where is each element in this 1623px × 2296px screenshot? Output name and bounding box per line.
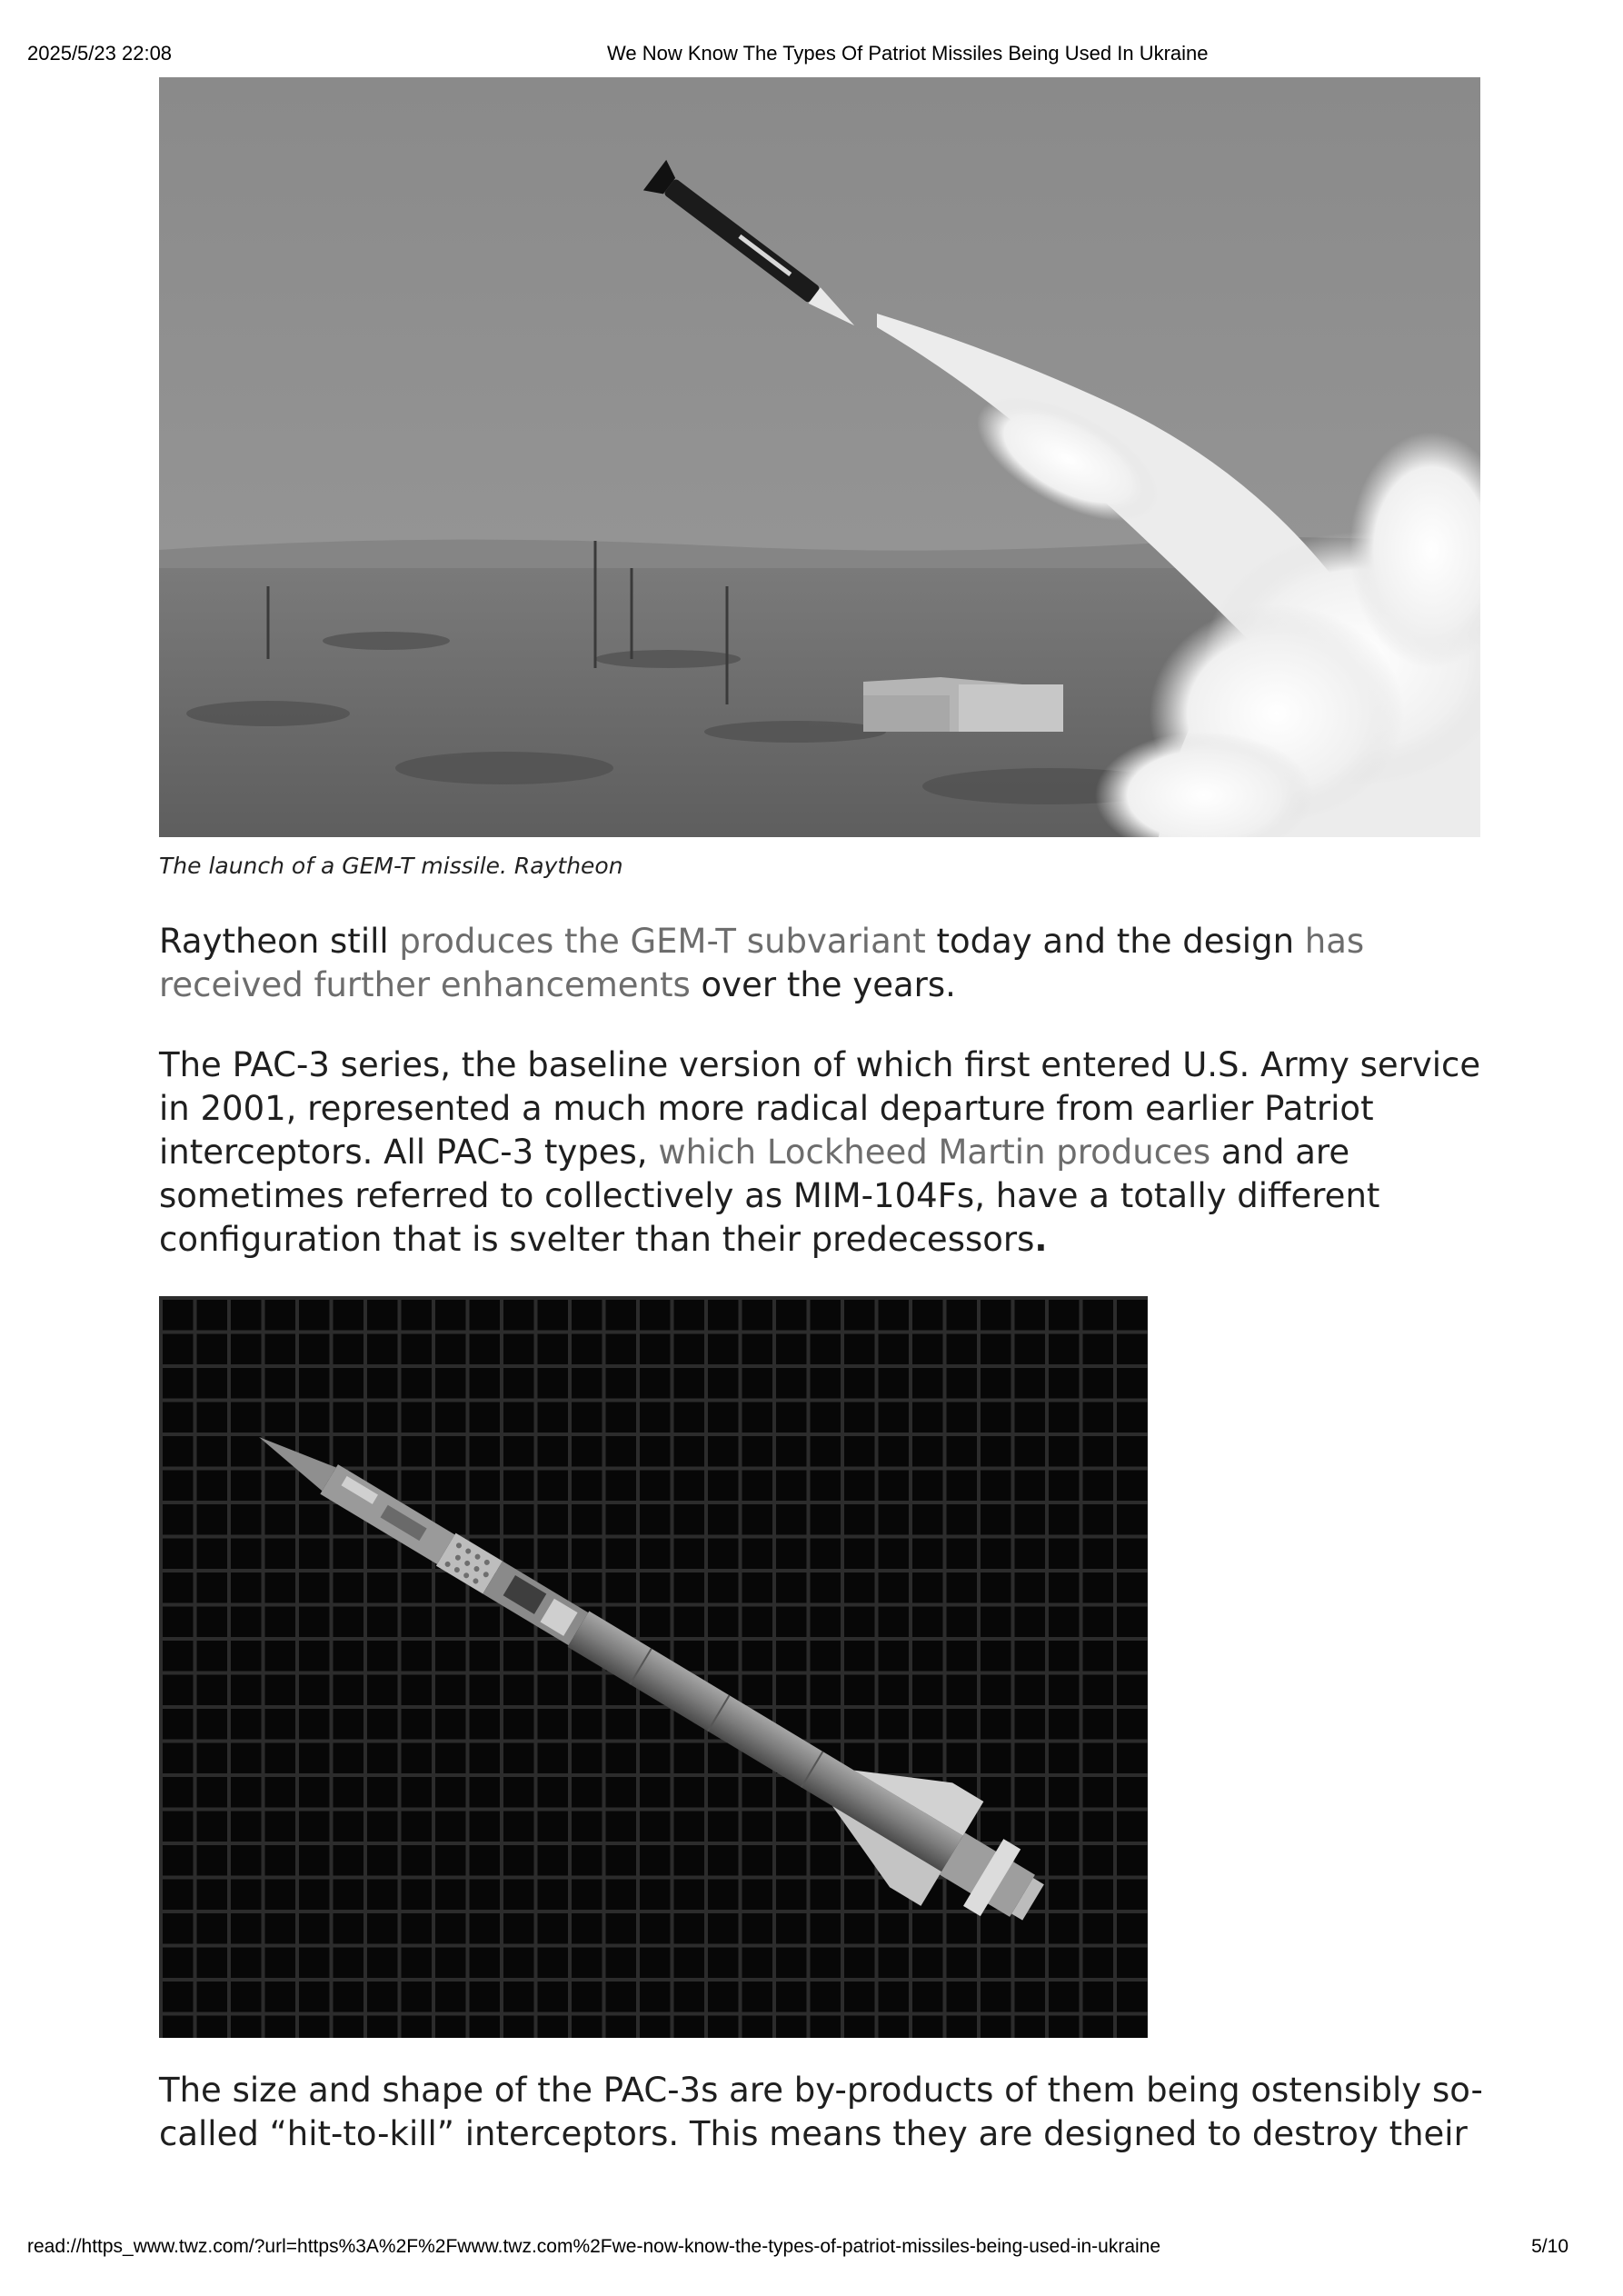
print-page-title: We Now Know The Types Of Patriot Missiles Being Used In Ukraine	[607, 42, 1209, 65]
print-page-url: read://https_www.twz.com/?url=https%3A%2F%2Fwww.twz.com%2Fwe-now-know-the-types-of-patriot-missiles-being-used-in-ukraine	[27, 2236, 1161, 2257]
paragraph-text: Raytheon still	[159, 922, 400, 961]
figure-caption: The launch of a GEM-T missile. Raytheon	[159, 853, 623, 879]
paragraph-text: The PAC-3 series, the baseline version of which first entered U.S. Army service in 2001, represented a much more radical departure from earlier Patriot interceptors. All PAC-3 types,	[159, 1045, 1481, 1172]
gem-t-launch-photo	[159, 77, 1480, 837]
paragraph-hit-to-kill: The size and shape of the PAC-3s are by-products of them being ostensibly so-called “hit-to-kill” interceptors. This means they are designed to destroy their	[159, 2071, 1483, 2153]
link-lockheed-martin[interactable]: which Lockheed Martin produces	[658, 1133, 1211, 1172]
paragraph-period: .	[1034, 1220, 1048, 1259]
paragraph-text: today and the design	[925, 922, 1305, 961]
paragraph-gem-t	[159, 920, 1486, 1007]
paragraph-text: and are sometimes referred to collectively as MIM-104Fs, have a totally different configuration that is svelter than their predecessors	[159, 1133, 1380, 1259]
paragraph-pac-3	[159, 1043, 1486, 1262]
print-datetime: 2025/5/23 22:08	[27, 42, 173, 65]
paragraph-text: over the years.	[690, 965, 956, 1004]
pac-3-cutaway-image	[159, 1296, 1148, 2038]
print-page-number: 5/10	[1531, 2236, 1568, 2257]
link-gem-t-subvariant[interactable]: produces the GEM-T subvariant	[399, 922, 926, 961]
link-further-enhancements[interactable]: has received further enhancements	[159, 922, 1365, 1004]
